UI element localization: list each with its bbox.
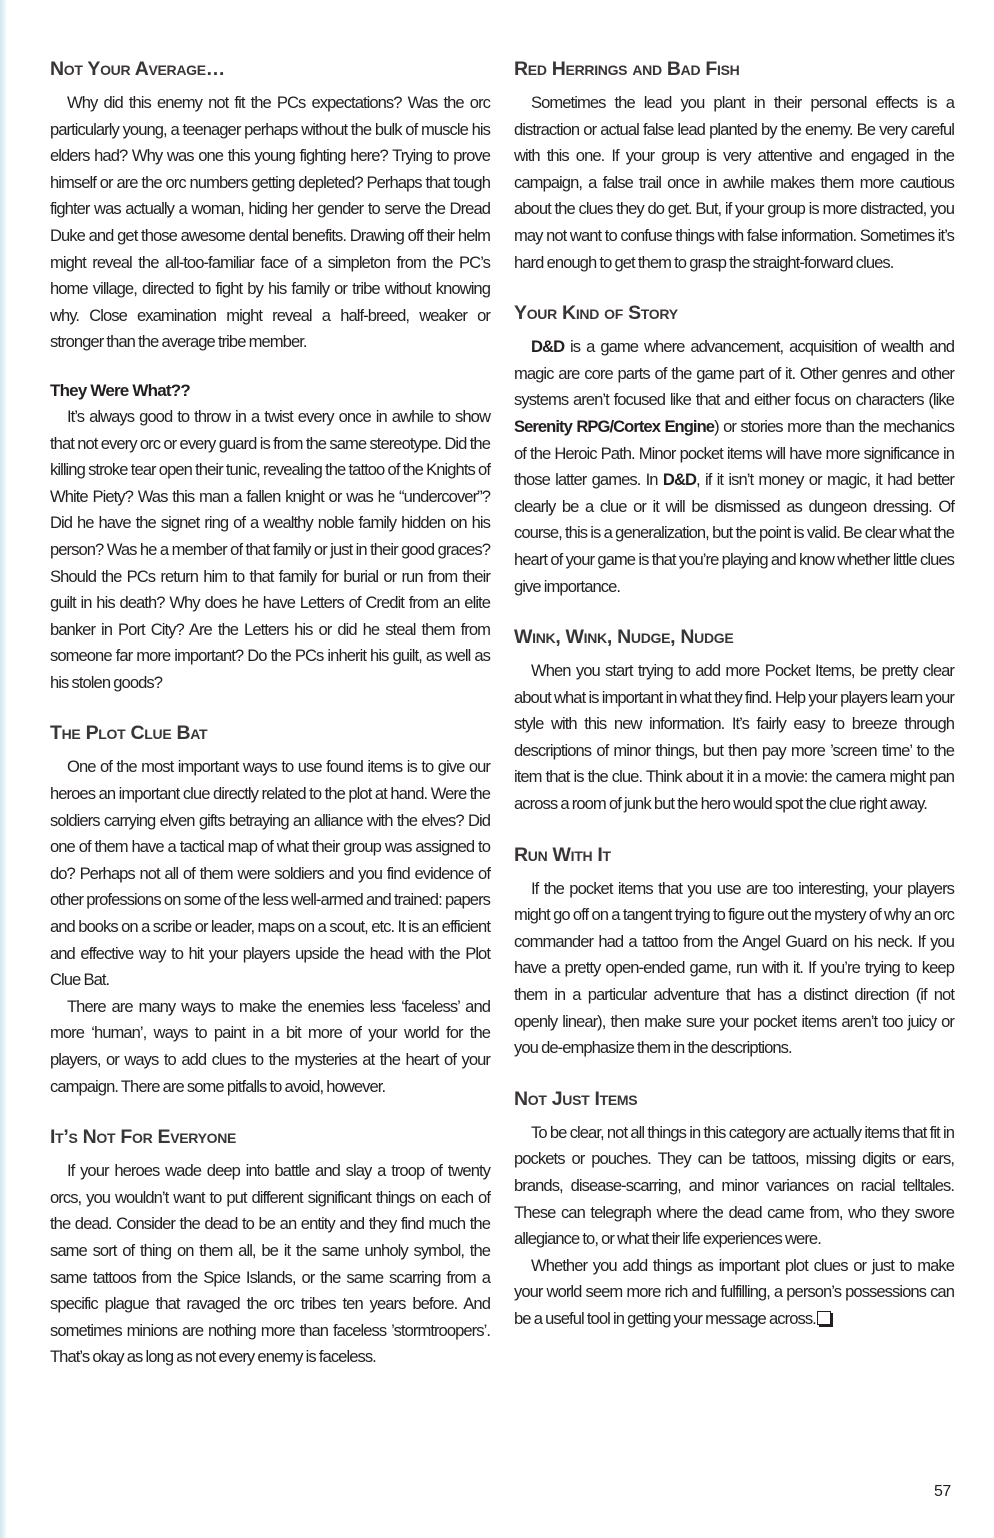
paragraph [514,334,954,600]
paragraph: If the pocket items that you use are too interesting, your players might go off on a tangent trying to figure out the mystery of why an orc commander had a tattoo from the Angel Guard on his neck. If you have a pretty open-ended game, run with it. If you’re trying to keep them in a particular adventure that has a distinct direction (if not openly linear), then make sure your pocket items aren’t too juicy or you de-emphasize them in the descriptions. [514,878,954,1058]
text-run: Whether you add things as important plot clues or just to make your world seem more rich and fulfilling, a person’s possessions can be a useful tool in getting your message across. [514,1255,954,1328]
right-column [514,54,954,1355]
paragraph: It’s always good to throw in a twist every once in awhile to show that not every orc or every guard is from the same stereotype. Did the killing stroke tear open their tunic, revealing the tattoo of the Knights of White Piety? Was this man a fallen knight or was he “undercover”? Did he have the signet ring of a wealthy noble family hidden on his person? Was he a member of that family or just in their good graces? Should the PCs return him to that family for burial or run from their guilt in his death? Why does he have Letters of Credit from an elite banker in Port City? Are the Letters his or did he steal them from someone far more important? Do the PCs inherit his guilt, as well as his stolen goods? [50,406,490,692]
section-plot-clue-bat [50,718,490,1100]
page-edge-strip [0,0,6,1538]
section-heading: Run With It [514,843,611,866]
section-heading: Not Your Average… [50,58,226,80]
end-of-article-icon [817,1311,831,1325]
game-title-dd: D&D [531,337,565,357]
section-heading: Your Kind of Story [514,302,678,325]
section-heading: The Plot Clue Bat [50,722,208,745]
section-they-were-what [50,378,490,697]
section-run-with-it [514,840,954,1062]
paragraph: Sometimes the lead you plant in their personal effects is a distraction or actual false lead planted by the enemy. Be very careful with this one. If your group is very attentive and engaged in the campaign, a false trail once in awhile makes them more cautious about the clues they do get. But, if your group is more distracted, you may not want to confuse things with false information. Sometimes it’s hard enough to get them to grasp the straight-forward clues. [514,93,954,272]
page-number: 57 [934,1483,951,1500]
section-wink-wink [514,622,954,818]
section-not-your-average [50,54,490,356]
paragraph: One of the most important ways to use found items is to give our heroes an important clue directly related to the plot at hand. Were the soldiers carrying elven gifts betraying an alliance with the elves? Did one of them have a tactical map of what their group was assigned to do? Perhaps not all of them were soldiers and you find evidence of other professions on some of the less well-armed and trained: papers and books on a scribe or leader, maps on a scout, etc. It is an efficient and effective way to hit your players upside the head with the Plot Clue Bat. [50,757,490,990]
section-heading: It’s Not For Everyone [50,1126,237,1149]
text-run: is a game where advancement, acquisition of wealth and magic are core parts of the game part of it. Other genres and other systems aren’t focused like that and either focus on characters (like [514,337,954,410]
left-column [50,54,490,1393]
paragraph: There are many ways to make the enemies less ‘faceless’ and more ‘human’, ways to paint in a bit more of your world for the players, or ways to add clues to the mysteries at the heart of your campaign. There are some pitfalls to avoid, however. [50,996,490,1096]
section-your-kind-of-story [514,298,954,600]
section-heading: Wink, Wink, Nudge, Nudge [514,626,734,649]
text-run: ) or stories more than the mechanics of the Heroic Path. Minor pocket items will have more significance in those latter games. In [514,416,954,490]
text-run: , if it isn’t money or magic, it had better clearly be a clue or it will be dismissed as dungeon dressing. Of course, this is a generalization, but the point is valid. Be clear what the heart of your game is that you’re playing and know whether little clues give importance. [514,470,954,596]
paragraph: If your heroes wade deep into battle and slay a troop of twenty orcs, you wouldn’t want to put different significant things on each of the dead. Consider the dead to be an entity and they find much the same sort of thing on them all, be it the same unholy symbol, the same tattoos from the Spice Islands, or the same scarring from a specific plague that ravaged the orc tribes ten years before. And sometimes minions are nothing more than faceless ’stormtroopers’. That’s okay as long as not every enemy is faceless. [50,1161,490,1367]
section-not-for-everyone [50,1122,490,1371]
section-heading: Not Just Items [514,1087,638,1110]
paragraph [514,1253,954,1333]
paragraph: Why did this enemy not fit the PCs expectations? Was the orc particularly young, a teenager perhaps without the bulk of muscle his elders had? Why was one this young fighting here? Trying to prove himself or are the orc numbers getting depleted? Perhaps that tough fighter was actually a woman, hiding her gender to serve the Dread Duke and get those awesome dental benefits. Drawing off their helm might reveal the all-too-familiar face of a simpleton from the PC’s home village, directed to fight by his family or tribe without knowing why. Close examination might reveal a half-breed, weaker or stronger than the average tribe member. [50,93,490,352]
paragraph: When you start trying to add more Pocket Items, be pretty clear about what is important in what they find. Help your players learn your style with this new information. It’s fairly easy to breeze through descriptions of minor things, but then pay more ’screen time’ to the item that is the clue. Think about it in a movie: the camera might pan across a room of junk but the hero would spot the clue right away. [514,661,954,814]
paragraph: To be clear, not all things in this category are actually items that fit in pockets or pouches. They can be tattoos, missing digits or ears, brands, disease-scarring, and minor variances on racial telltales. These can telegraph where the dead came from, who they swore allegiance to, or what their life experiences were. [514,1122,954,1249]
section-red-herrings [514,54,954,276]
section-subheading: They Were What?? [50,380,190,400]
section-heading: Red Herrings and Bad Fish [514,58,740,80]
game-title-serenity: Serenity RPG/Cortex Engine [514,416,715,436]
game-title-dd: D&D [662,470,697,490]
section-not-just-items [514,1084,954,1333]
